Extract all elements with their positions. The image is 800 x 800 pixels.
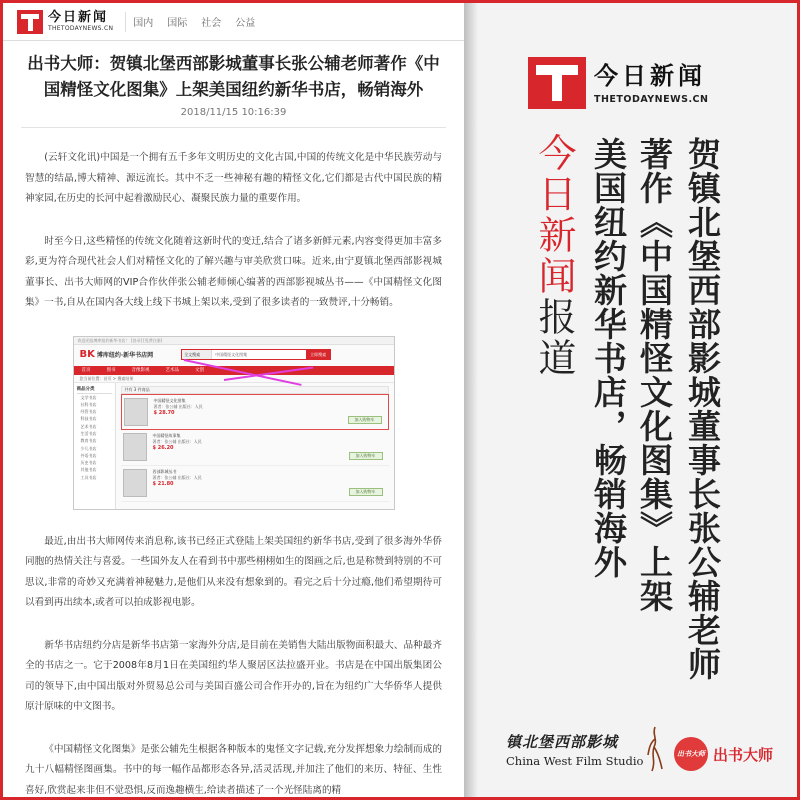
shot-result-item: 西部影城丛书 著者：张公辅 出版社：人民 $ 21.80 加入购物车	[121, 466, 389, 502]
article-paragraph: 新华书店纽约分店是新华书店第一家海外分店,是目前在美销售大陆出版物面积最大、品种最齐全的书店之一。它于2008年8月1日在美国纽约华人聚居区法拉盛开业。书店是在中国出版集团公司的领导下,由中国出版对外贸易总公司与美国百盛公司合作开办的,旨在为纽约广大华侨华人提供原汁原味的中文图书。	[25, 639, 442, 712]
studio-name-en: China West Film Studio	[506, 754, 644, 768]
poster-headline-col-3: 美国纽约新华书店，畅销海外	[589, 137, 628, 579]
nav-link-society[interactable]: 社会	[201, 18, 222, 29]
shot-breadcrumb: 您当前位置：首页 > 搜索结果	[74, 375, 394, 383]
book-thumbnail	[123, 469, 147, 497]
site-header	[3, 3, 464, 41]
embedded-bookstore-screenshot	[73, 336, 395, 510]
shot-sidebar: 商品分类 文学书店 社科书店 经管书店 科技书店 艺术书店 生活书店 教育书店 少儿书店 外语书店 历史书店 其他书店 工具书店	[74, 383, 116, 510]
cbds-text: 出书大师	[713, 745, 774, 764]
book-thumbnail	[124, 398, 148, 426]
poster-red-text: 今日新闻	[532, 133, 576, 297]
t-logo-icon	[17, 10, 43, 34]
nav-link-international[interactable]: 国际	[167, 18, 188, 29]
poster-logo-en: THETODAYNEWS.CN	[594, 93, 709, 105]
article-title: 出书大师：贺镇北堡西部影城董事长张公辅老师著作《中国精怪文化图集》上架美国纽约新华书店，畅销海外	[27, 54, 440, 99]
poster-headline-col-2: 著作《中国精怪文化图集》上架	[635, 137, 674, 613]
shot-results: 共有 3 件商品 中国精怪文化图集 著者：张公辅 出版社：人民 $ 28.70 加入购物车 中国精怪故事集 著者：张公辅 出版社：人民 $ 26.20 加入购物车 西部影城丛书 著者：张公辅 出版社：人民 $ 21.80 加入购物车	[116, 383, 394, 510]
studio-logo	[506, 731, 656, 768]
poster-report-col	[532, 133, 576, 379]
site-logo-en: THETODAYNEWS.CN	[48, 25, 114, 32]
poster-report-text: 报道	[532, 297, 576, 379]
shot-result-item: 中国精怪故事集 著者：张公辅 出版社：人民 $ 26.20 加入购物车	[121, 430, 389, 466]
site-logo[interactable]	[17, 10, 113, 34]
news-poster	[464, 3, 797, 797]
article-paragraph: 最近,由出书大师网传来消息称,该书已经正式登陆上架美国纽约新华书店,受到了很多海外华侨同胞的热情关注与喜爱。一些国外友人在看到书中那些栩栩如生的图画之后,也是称赞到特别的不可思议,非常的奇妙又充满着神秘魅力,是他们从来没有想象到的。看完之后十分过瘾,他们希望期待可以看到再出续本,或者可以拍成影视电影。	[25, 535, 442, 608]
article-paragraph: 时至今日,这些精怪的传统文化随着这新时代的变迁,结合了诸多新鲜元素,内容变得更加丰富多彩,更为符合现代社会人们对精怪文化的了解兴趣与审美欣赏口味。近来,由宁夏镇北堡西部影视城董事长、出书大师网的VIP合作伙伴张公辅老师倾心编著的西部影视城丛书——《中国精怪文化图集》一书,自从在国内各大线上线下书城上架以来,受到了很多读者的一致赞评,十分畅销。	[25, 235, 442, 308]
shot-topbar: 欢迎光临博库纽约新华书店！ [登录] [免费注册]	[74, 337, 394, 345]
poster-headline-col-1: 贺镇北堡西部影城董事长张公辅老师	[683, 137, 722, 681]
shot-nav: 首页 图书 音像影视 艺术品 文创	[74, 366, 394, 375]
cbds-seal-icon: 出书大师	[674, 737, 708, 771]
divider	[21, 127, 446, 128]
t-logo-icon	[528, 57, 586, 109]
article-paragraph: 《中国精怪文化图集》是张公辅先生根据各种版本的鬼怪文字记载,充分发挥想象力绘制而成的九十八幅精怪图画集。书中的每一幅作品都形态各异,活灵活现,并加注了他们的来历、特征、生性喜好,欣赏起来非但不觉恐惧,反而逸趣横生,给读者描述了一个光怪陆离的精	[25, 743, 442, 796]
article-page	[3, 3, 464, 797]
cbds-logo	[674, 737, 773, 771]
studio-name-cn: 镇北堡西部影城	[506, 733, 619, 751]
shot-result-item: 中国精怪文化图集 著者：张公辅 出版社：人民 $ 28.70 加入购物车	[121, 394, 389, 430]
site-nav	[125, 12, 262, 32]
site-logo-cn: 今日新闻	[48, 10, 109, 25]
shot-logo: BK 博库纽约·新华书店网	[79, 349, 154, 360]
nav-link-charity[interactable]: 公益	[235, 18, 256, 29]
article-date: 2018/11/15 10:16:39	[180, 107, 287, 118]
article-paragraph: (云轩文化讯)中国是一个拥有五千多年文明历史的文化古国,中国的传统文化是中华民族劳动与智慧的结晶,博大精神、源远流长。其中不乏一些神秘有趣的精怪文化,它们都是古代中国民族的精神家园,在历史的长河中起着激励民心、凝聚民族力量的重要作用。	[25, 152, 442, 204]
poster-logo	[528, 57, 708, 109]
poster-logo-cn: 今日新闻	[594, 60, 706, 90]
nav-link-domestic[interactable]: 国内	[133, 18, 154, 29]
shot-search-box: 全文搜索 中国精怪文化图集 立即搜索	[181, 349, 331, 360]
book-thumbnail	[123, 433, 147, 461]
ginseng-icon	[646, 725, 664, 773]
